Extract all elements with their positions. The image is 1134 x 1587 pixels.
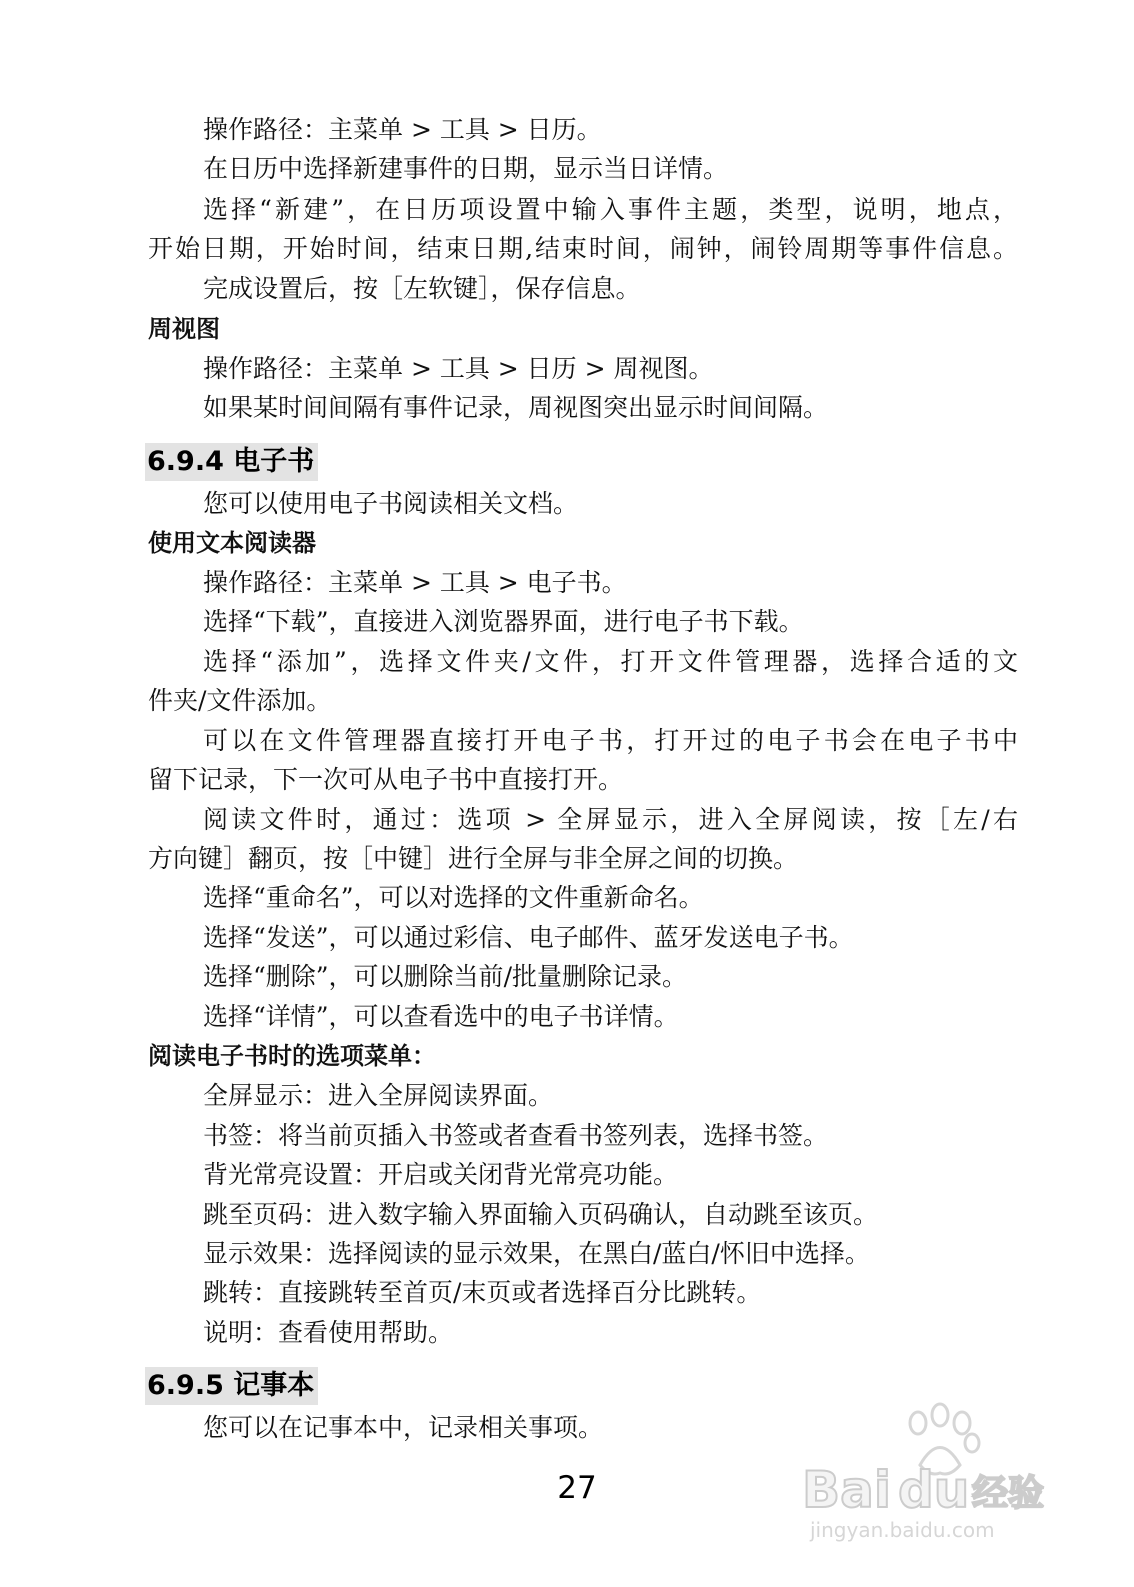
paragraph-line: 选择“详情”，可以查看选中的电子书详情。 (203, 1002, 679, 1031)
svg-text:jingyan.baidu.com: jingyan.baidu.com (810, 1518, 995, 1542)
paragraph-line: 您可以使用电子书阅读相关文档。 (203, 489, 579, 518)
paragraph-line: 选择“下载”，直接进入浏览器界面，进行电子书下载。 (203, 607, 804, 636)
paragraph-line: 选择“添加”，选择文件夹/文件，打开文件管理器，选择合适的文 (203, 647, 1018, 676)
subheading-week-view: 周视图 (148, 315, 220, 343)
section-heading-ebook: 6.9.4 电子书 (145, 443, 318, 481)
paragraph-line: 书签：将当前页插入书签或者查看书签列表，选择书签。 (203, 1121, 829, 1150)
subheading-options-menu: 阅读电子书时的选项菜单： (148, 1042, 436, 1070)
paragraph-line: 操作路径：主菜单 > 工具 > 电子书。 (203, 568, 627, 597)
paragraph-line: 说明：查看使用帮助。 (203, 1318, 454, 1347)
paragraph-line: 操作路径：主菜单 > 工具 > 日历 > 周视图。 (203, 354, 714, 383)
svg-text:du: du (898, 1461, 970, 1519)
paragraph-line: 件夹/文件添加。 (148, 686, 332, 715)
paragraph-line: 选择“重命名”，可以对选择的文件重新命名。 (203, 883, 704, 912)
paragraph-line: 在日历中选择新建事件的日期，显示当日详情。 (203, 154, 729, 183)
paragraph-line: 跳转：直接跳转至首页/末页或者选择百分比跳转。 (203, 1278, 762, 1307)
paragraph-line: 选择“删除”，可以删除当前/批量删除记录。 (203, 962, 687, 991)
paragraph-line: 可以在文件管理器直接打开电子书，打开过的电子书会在电子书中 (203, 726, 1018, 755)
section-heading-notepad: 6.9.5 记事本 (145, 1367, 318, 1405)
paragraph-line: 开始日期，开始时间，结束日期,结束时间，闹钟，闹铃周期等事件信息。 (148, 234, 1018, 263)
paragraph-line: 方向键］翻页，按［中键］进行全屏与非全屏之间的切换。 (148, 844, 799, 873)
paragraph-line: 背光常亮设置：开启或关闭背光常亮功能。 (203, 1160, 679, 1189)
paragraph-line: 选择“发送”，可以通过彩信、电子邮件、蓝牙发送电子书。 (203, 923, 854, 952)
svg-text:经验: 经验 (972, 1473, 1045, 1514)
paragraph-line: 完成设置后，按［左软键］，保存信息。 (203, 274, 641, 303)
page-number: 27 (557, 1470, 597, 1506)
paragraph-line: 阅读文件时，通过：选项 > 全屏显示，进入全屏阅读，按［左/右 (203, 805, 1018, 834)
svg-text:Bai: Bai (802, 1461, 891, 1519)
paragraph-line: 如果某时间间隔有事件记录，周视图突出显示时间间隔。 (203, 393, 829, 422)
paragraph-line: 显示效果：选择阅读的显示效果，在黑白/蓝白/怀旧中选择。 (203, 1239, 870, 1268)
subheading-text-reader: 使用文本阅读器 (148, 529, 316, 557)
paragraph-line: 您可以在记事本中，记录相关事项。 (203, 1413, 604, 1442)
paragraph-line: 跳至页码：进入数字输入界面输入页码确认，自动跳至该页。 (203, 1200, 879, 1229)
paragraph-line: 操作路径：主菜单 > 工具 > 日历。 (203, 115, 602, 144)
paragraph-line: 留下记录，下一次可从电子书中直接打开。 (148, 765, 624, 794)
baidu-jingyan-watermark (800, 1395, 1060, 1545)
paragraph-line: 全屏显示：进入全屏阅读界面。 (203, 1081, 554, 1110)
paragraph-line: 选择“新建”，在日历项设置中输入事件主题，类型，说明，地点， (203, 195, 1018, 224)
